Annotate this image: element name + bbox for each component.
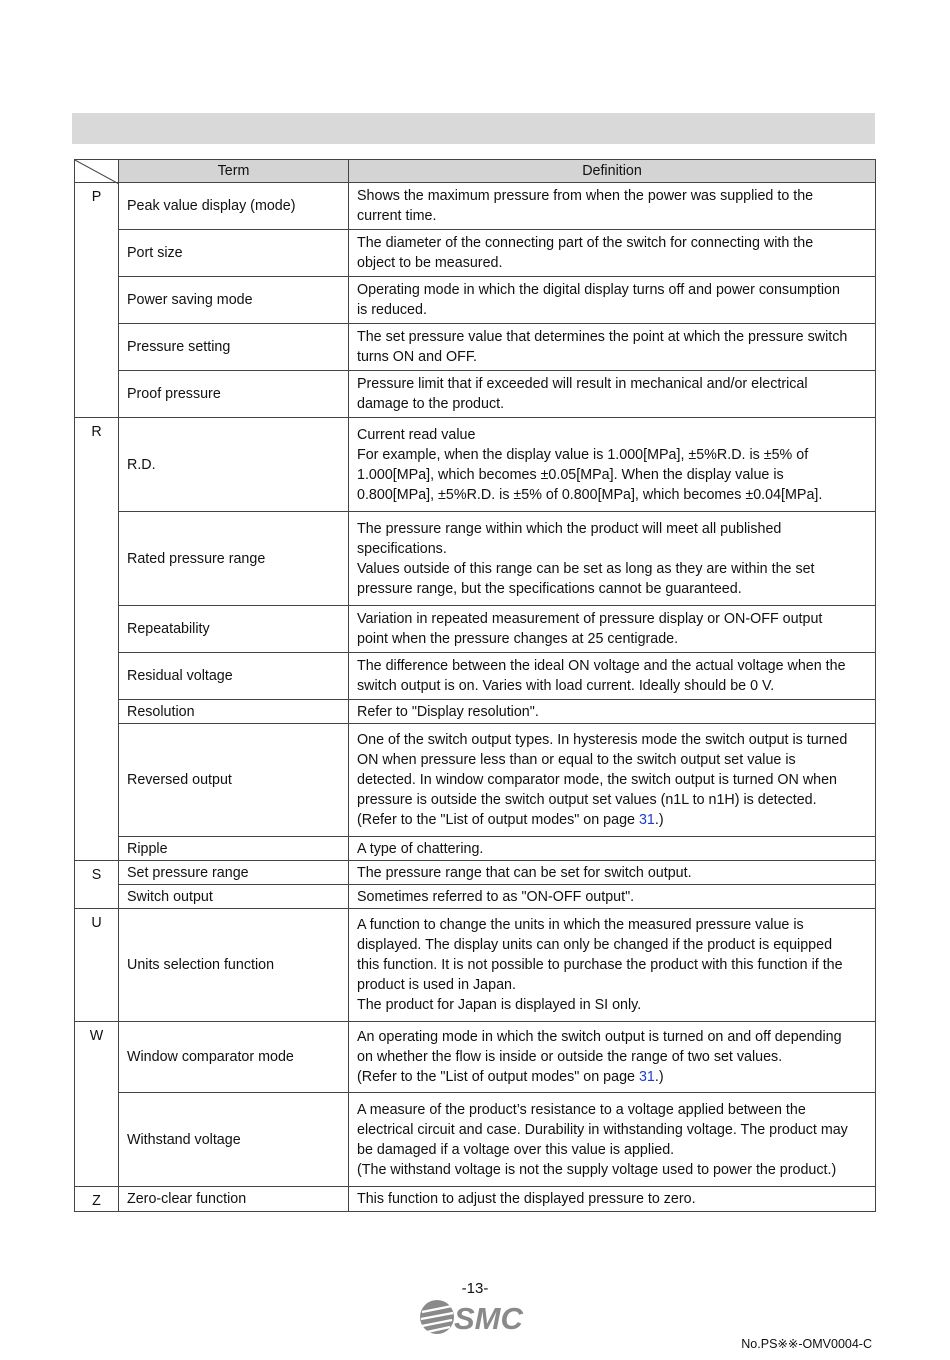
reference-text-end: .) [654, 1069, 664, 1085]
definition-line: Variation in repeated measurement of pressure display or ON-OFF output [357, 611, 823, 627]
table-row [75, 183, 876, 230]
term-cell: Withstand voltage [119, 1093, 349, 1187]
page-reference [357, 810, 867, 830]
definition-line: 1.000[MPa], which becomes ±0.05[MPa]. When the display value is [357, 466, 784, 483]
definition-line: (The withstand voltage is not the supply voltage used to power the product.) [357, 1161, 837, 1178]
definition-cell [349, 324, 876, 371]
definition-line: A type of chattering. [357, 840, 484, 857]
term-cell: Units selection function [119, 909, 349, 1022]
definition-cell [349, 885, 876, 909]
definition-line: The difference between the ideal ON voltage and the actual voltage when the [357, 658, 846, 674]
table-row [75, 1093, 876, 1187]
term-cell: Switch output [119, 885, 349, 909]
definition-line: Refer to "Display resolution". [357, 703, 539, 720]
table-row [75, 837, 876, 861]
group-letter: Z [75, 1187, 119, 1212]
table-row [75, 418, 876, 512]
group-letter: W [75, 1022, 119, 1187]
table-row [75, 724, 876, 837]
definition-line: electrical circuit and case. Durability in withstanding voltage. The product may [357, 1121, 848, 1138]
definition-line: The diameter of the connecting part of the switch for connecting with the [357, 235, 814, 251]
definition-cell [349, 700, 876, 724]
definition-line: pressure range, but the specifications cannot be guaranteed. [357, 580, 742, 597]
definition-cell [349, 1093, 876, 1187]
definition-line: A function to change the units in which the measured pressure value is [357, 917, 804, 933]
definition-cell [349, 371, 876, 418]
page-link[interactable]: 31 [638, 1069, 655, 1085]
definition-line: point when the pressure changes at 25 centigrade. [357, 631, 679, 647]
term-cell: Resolution [119, 700, 349, 724]
term-cell: Repeatability [119, 606, 349, 653]
term-cell: Ripple [119, 837, 349, 861]
glossary-body [75, 183, 876, 1212]
definition-line: on whether the flow is inside or outside the range of two set values. [357, 1049, 783, 1065]
term-cell: Rated pressure range [119, 512, 349, 606]
reference-text: (Refer to the "List of output modes" on page [357, 812, 639, 828]
corner-cell [75, 160, 119, 183]
table-row [75, 512, 876, 606]
term-cell: Residual voltage [119, 653, 349, 700]
definition-cell [349, 1022, 876, 1093]
definition-line: Pressure limit that if exceeded will result in mechanical and/or electrical [357, 376, 808, 392]
table-header-row [75, 160, 876, 183]
smc-logo [418, 1298, 530, 1336]
term-cell: Peak value display (mode) [119, 183, 349, 230]
definition-line: damage to the product. [357, 396, 505, 412]
definition-line: displayed. The display units can only be changed if the product is equipped [357, 937, 833, 953]
definition-line: 0.800[MPa], ±5%R.D. is ±5% of 0.800[MPa], which becomes ±0.04[MPa]. [357, 486, 823, 503]
definition-cell [349, 606, 876, 653]
term-column-header: Term [119, 160, 349, 183]
term-cell: Port size [119, 230, 349, 277]
diagonal-line-icon [75, 160, 119, 184]
table-row [75, 1187, 876, 1212]
definition-line: this function. It is not possible to purchase the product with this function if the [357, 957, 843, 973]
group-letter: P [75, 183, 119, 418]
definition-line: is reduced. [357, 302, 427, 318]
table-row [75, 324, 876, 371]
table-row [75, 277, 876, 324]
definition-line: Operating mode in which the digital display turns off and power consumption [357, 282, 840, 298]
definition-line: The set pressure value that determines the point at which the pressure switch [357, 329, 848, 345]
definition-line: detected. In window comparator mode, the switch output is turned ON when [357, 772, 837, 788]
definition-line: specifications. [357, 540, 447, 557]
definition-line: One of the switch output types. In hysteresis mode the switch output is turned [357, 732, 848, 748]
group-letter: U [75, 909, 119, 1022]
definition-cell [349, 653, 876, 700]
definition-line: object to be measured. [357, 255, 503, 271]
term-cell: Power saving mode [119, 277, 349, 324]
reference-text-end: .) [654, 812, 664, 828]
table-row [75, 230, 876, 277]
definition-line: An operating mode in which the switch output is turned on and off depending [357, 1029, 842, 1045]
definition-column-header: Definition [349, 160, 876, 183]
table-row [75, 885, 876, 909]
term-cell: Proof pressure [119, 371, 349, 418]
reference-text: (Refer to the "List of output modes" on page [357, 1069, 639, 1085]
definition-cell [349, 277, 876, 324]
definition-cell [349, 230, 876, 277]
definition-line: be damaged if a voltage over this value is applied. [357, 1141, 675, 1158]
table-row [75, 606, 876, 653]
table-row [75, 909, 876, 1022]
term-cell: R.D. [119, 418, 349, 512]
definition-cell [349, 1187, 876, 1212]
table-row [75, 371, 876, 418]
page-link[interactable]: 31 [638, 812, 655, 828]
document-number: No.PS※※-OMV0004-C [741, 1337, 872, 1351]
definition-line: pressure is outside the switch output set values (n1L to n1H) is detected. [357, 792, 817, 808]
definition-line: The pressure range that can be set for switch output. [357, 864, 692, 881]
table-row [75, 861, 876, 885]
definition-line: Values outside of this range can be set as long as they are within the set [357, 560, 815, 577]
definition-line: ON when pressure less than or equal to the switch output set value is [357, 752, 796, 768]
term-cell: Set pressure range [119, 861, 349, 885]
glossary-table [74, 159, 876, 1212]
definition-cell [349, 724, 876, 837]
definition-line: The pressure range within which the product will meet all published [357, 520, 782, 537]
definition-line: Current read value [357, 426, 476, 443]
group-letter: S [75, 861, 119, 909]
term-cell: Pressure setting [119, 324, 349, 371]
definition-line: A measure of the product’s resistance to a voltage applied between the [357, 1101, 806, 1118]
definition-line: Sometimes referred to as "ON-OFF output". [357, 888, 635, 905]
group-letter: R [75, 418, 119, 861]
definition-line: Shows the maximum pressure from when the power was supplied to the [357, 188, 814, 204]
term-cell: Reversed output [119, 724, 349, 837]
page-reference [357, 1067, 867, 1087]
page-number: -13- [461, 1280, 489, 1297]
definition-cell [349, 183, 876, 230]
definition-cell [349, 418, 876, 512]
definition-line: product is used in Japan. [357, 977, 516, 993]
section-title-banner [72, 113, 875, 144]
table-row [75, 653, 876, 700]
table-row [75, 700, 876, 724]
definition-cell [349, 512, 876, 606]
term-cell: Zero-clear function [119, 1187, 349, 1212]
definition-line: switch output is on. Varies with load current. Ideally should be 0 V. [357, 678, 775, 694]
definition-cell [349, 909, 876, 1022]
definition-line: This function to adjust the displayed pressure to zero. [357, 1191, 696, 1207]
definition-line: current time. [357, 208, 437, 224]
definition-cell [349, 861, 876, 885]
definition-line: The product for Japan is displayed in SI only. [357, 997, 642, 1013]
svg-text:SMC: SMC [454, 1301, 523, 1336]
definition-line: For example, when the display value is 1.000[MPa], ±5%R.D. is ±5% of [357, 446, 809, 463]
definition-line: turns ON and OFF. [357, 349, 477, 365]
definition-cell [349, 837, 876, 861]
table-row [75, 1022, 876, 1093]
term-cell: Window comparator mode [119, 1022, 349, 1093]
